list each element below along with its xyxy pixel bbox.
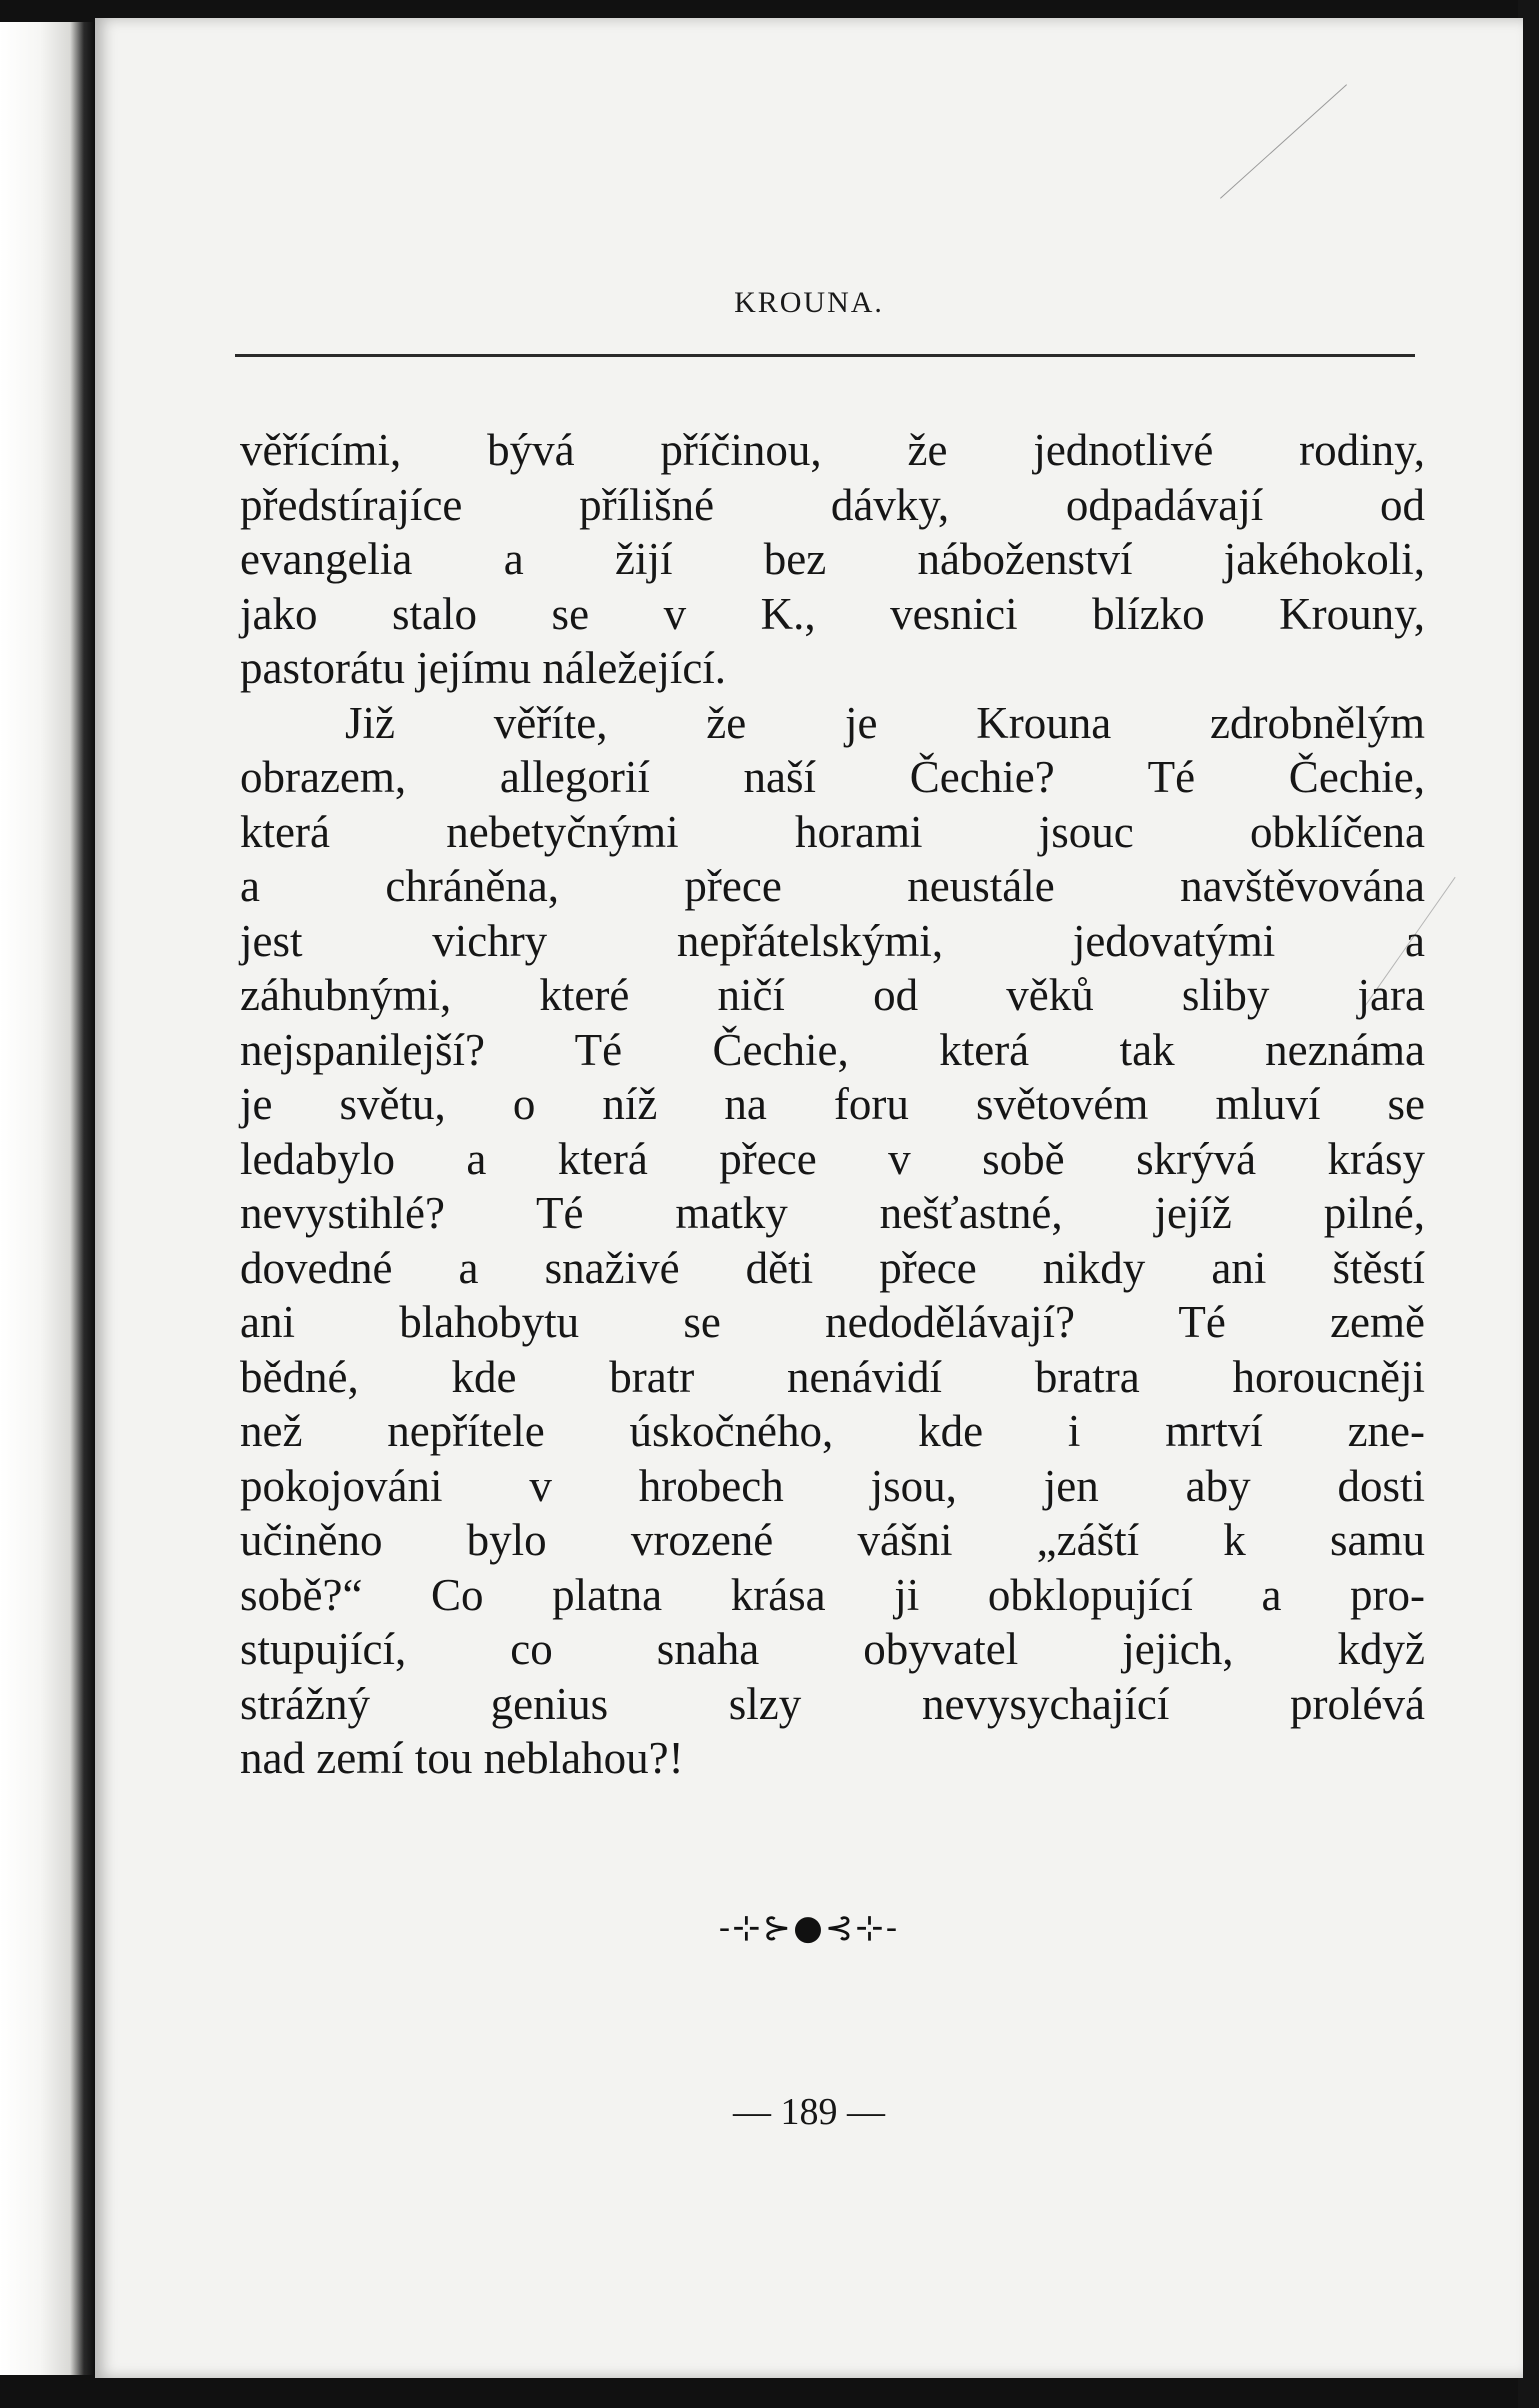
text-line: jest vichry nepřátelskými, jedovatými a (240, 915, 1425, 966)
text-line: Již věříte, že je Krouna zdrobnělým (345, 697, 1425, 748)
scan-bottom-edge (0, 2375, 1539, 2408)
page-number: — 189 — (733, 2091, 885, 2133)
text-line: která nebetyčnými horami jsouc obklíčena (240, 806, 1425, 857)
book-page (95, 18, 1523, 2378)
text-line: bědné, kde bratr nenávidí bratra horoucněji (240, 1351, 1425, 1402)
text-line: nevystihlé? Té matky nešťastné, jejíž pilné, (240, 1188, 1425, 1238)
text-line: věřícími, bývá příčinou, že jednotlivé rodiny, (240, 425, 1425, 475)
text-line: nad zemí tou neblahou?! (240, 1733, 684, 1783)
text-line: dovedné a snaživé děti přece nikdy ani štěstí (240, 1242, 1425, 1293)
text-line: a chráněna, přece neustále navštěvována (240, 861, 1425, 911)
text-line: předstírajíce přílišné dávky, odpadávají od (240, 479, 1425, 530)
text-line: záhubnými, které ničí od věků sliby jara (240, 970, 1425, 1020)
text-line: ledabylo a která přece v sobě skrývá krásy (240, 1133, 1425, 1184)
text-line: stupující, co snaha obyvatel jejich, když (240, 1624, 1425, 1674)
ornament-icon: -⊹⊱●⊰⊹- (718, 1908, 900, 1948)
text-line: pokojováni v hrobech jsou, jen aby dosti (240, 1460, 1425, 1511)
running-header: KROUNA. (734, 286, 884, 319)
text-line: sobě?“ Co platna krása ji obklopující a pro- (240, 1569, 1425, 1620)
text-line: než nepřítele úskočného, kde i mrtví zne- (240, 1406, 1425, 1456)
text-line: jako stalo se v K., vesnici blízko Krouny, (240, 588, 1425, 639)
text-line: ani blahobytu se nedodělávají? Té země (240, 1297, 1425, 1347)
body-text (240, 423, 1425, 1786)
pencil-mark (1220, 84, 1347, 198)
header-rule (235, 354, 1415, 357)
text-line: učiněno bylo vrozené vášni „záští k samu (240, 1515, 1425, 1565)
text-line: strážný genius slzy nevysychající prolévá (240, 1678, 1425, 1729)
text-line: je světu, o níž na foru světovém mluví se (240, 1079, 1425, 1129)
text-line: nejspanilejší? Té Čechie, která tak neznáma (240, 1024, 1425, 1075)
scan-left-edge (0, 0, 95, 2408)
text-line: obrazem, allegorií naší Čechie? Té Čechie, (240, 752, 1425, 802)
text-line: pastorátu jejímu náležející. (240, 643, 727, 693)
text-line: evangelia a žijí bez náboženství jakéhokoli, (240, 534, 1425, 584)
